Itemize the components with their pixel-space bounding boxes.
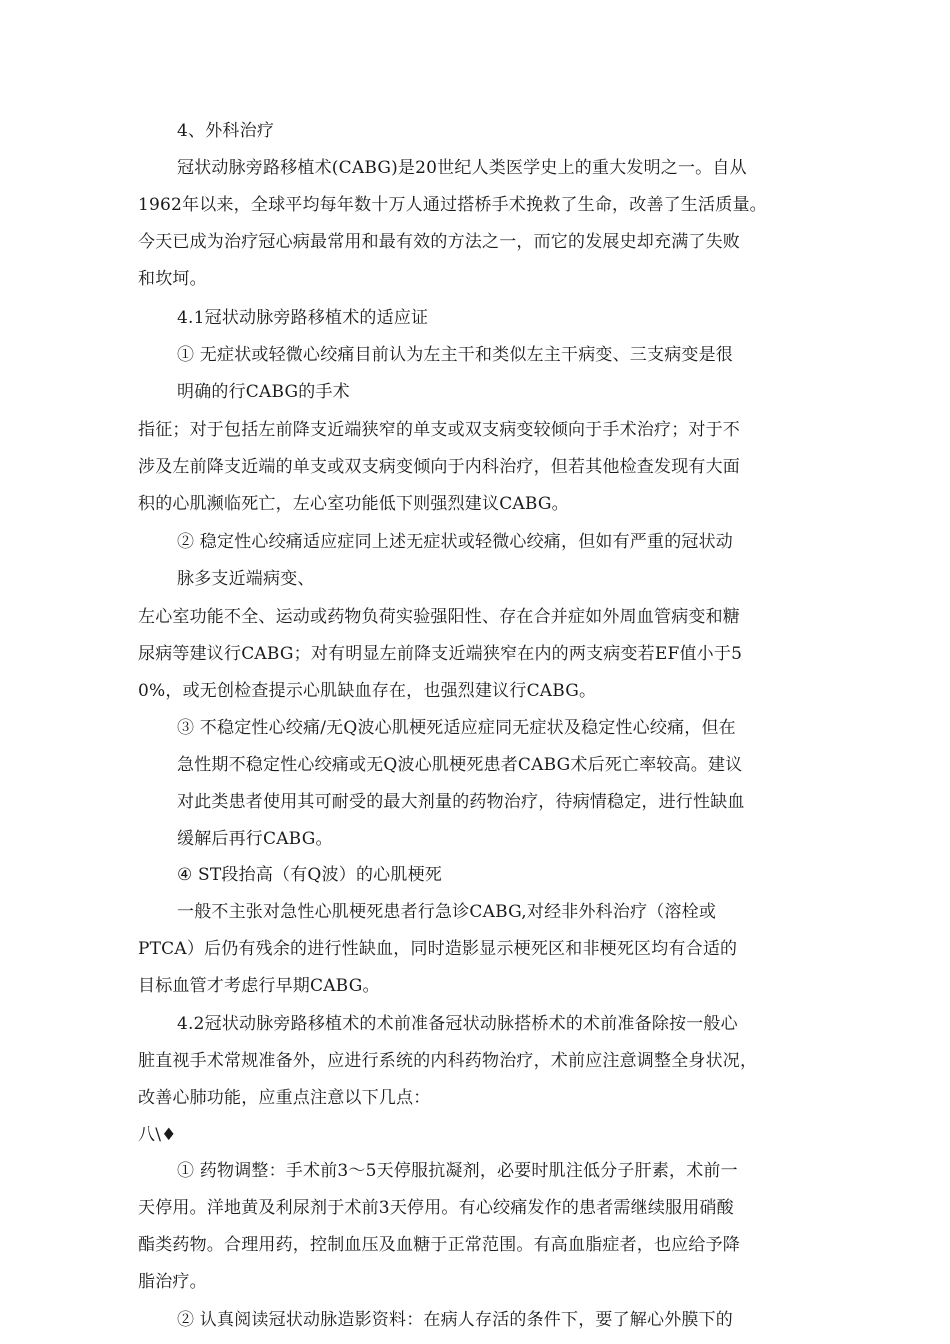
list-item-line: ④ ST段抬高（有Q波）的心肌梗死 [177,865,442,885]
paragraph-line: PTCA）后仍有残余的进行性缺血，同时造影显示梗死区和非梗死区均有合适的 [138,939,738,959]
subsection-heading: 4.1冠状动脉旁路移植术的适应证 [177,308,429,328]
paragraph-line: 脂治疗。 [138,1272,207,1292]
stray-symbol-line: 八\♦ [138,1125,177,1145]
paragraph-line: 1962年以来，全球平均每年数十万人通过搭桥手术挽救了生命，改善了生活质量。 [138,195,767,215]
paragraph-line: 脏直视手术常规准备外，应进行系统的内科药物治疗，术前应注意调整全身状况， [138,1051,758,1071]
paragraph-line: 和坎坷。 [138,269,207,289]
list-item-line: ② 稳定性心绞痛适应症同上述无症状或轻微心绞痛，但如有严重的冠状动 [177,532,734,552]
list-item-line: ② 认真阅读冠状动脉造影资料：在病人存活的条件下，要了解心外膜下的 [177,1310,734,1330]
list-item-line: 急性期不稳定性心绞痛或无Q波心肌梗死患者CABG术后死亡率较高。建议 [177,755,743,775]
paragraph-line: 积的心肌濒临死亡，左心室功能低下则强烈建议CABG。 [138,494,569,514]
paragraph-line: 目标血管才考虑行早期CABG。 [138,976,380,996]
paragraph-line: 左心室功能不全、运动或药物负荷实验强阳性、存在合并症如外周血管病变和糖 [138,607,740,627]
list-item-line: 缓解后再行CABG。 [177,829,333,849]
paragraph-line: 指征；对于包括左前降支近端狭窄的单支或双支病变较倾向于手术治疗；对于不 [138,420,740,440]
paragraph-line: 天停用。洋地黄及利尿剂于术前3天停用。有心绞痛发作的患者需继续服用硝酸 [138,1198,734,1218]
list-item-line: ① 药物调整：手术前3〜5天停服抗凝剂，必要时肌注低分子肝素，术前一 [177,1161,738,1181]
paragraph-line: 改善心肺功能，应重点注意以下几点： [138,1088,431,1108]
paragraph-line: 涉及左前降支近端的单支或双支病变倾向于内科治疗，但若其他检查发现有大面 [138,457,740,477]
paragraph-line: 0%，或无创检查提示心肌缺血存在，也强烈建议行CABG。 [138,681,597,701]
subsection-heading: 4.2冠状动脉旁路移植术的术前准备冠状动脉搭桥术的术前准备除按一般心 [177,1014,738,1034]
paragraph-line: 尿病等建议行CABG；对有明显左前降支近端狭窄在内的两支病变若EF值小于5 [138,644,743,664]
paragraph-line: 一般不主张对急性心肌梗死患者行急诊CABG,对经非外科治疗（溶栓或 [177,902,717,922]
list-item-line: 脉多支近端病变、 [177,569,315,589]
list-item-line: 对此类患者使用其可耐受的最大剂量的药物治疗，待病情稳定，进行性缺血 [177,792,745,812]
section-heading: 4、外科治疗 [177,121,275,141]
list-item-line: ① 无症状或轻微心绞痛目前认为左主干和类似左主干病变、三支病变是很 [177,345,734,365]
paragraph-line: 酯类药物。合理用药，控制血压及血糖于正常范围。有高血脂症者，也应给予降 [138,1235,740,1255]
paragraph-line: 冠状动脉旁路移植术(CABG)是20世纪人类医学史上的重大发明之一。自从 [177,158,747,178]
list-item-line: 明确的行CABG的手术 [177,382,350,402]
paragraph-line: 今天已成为治疗冠心病最常用和最有效的方法之一，而它的发展史却充满了失败 [138,232,740,252]
list-item-line: ③ 不稳定性心绞痛/无Q波心肌梗死适应症同无症状及稳定性心绞痛，但在 [177,718,736,738]
